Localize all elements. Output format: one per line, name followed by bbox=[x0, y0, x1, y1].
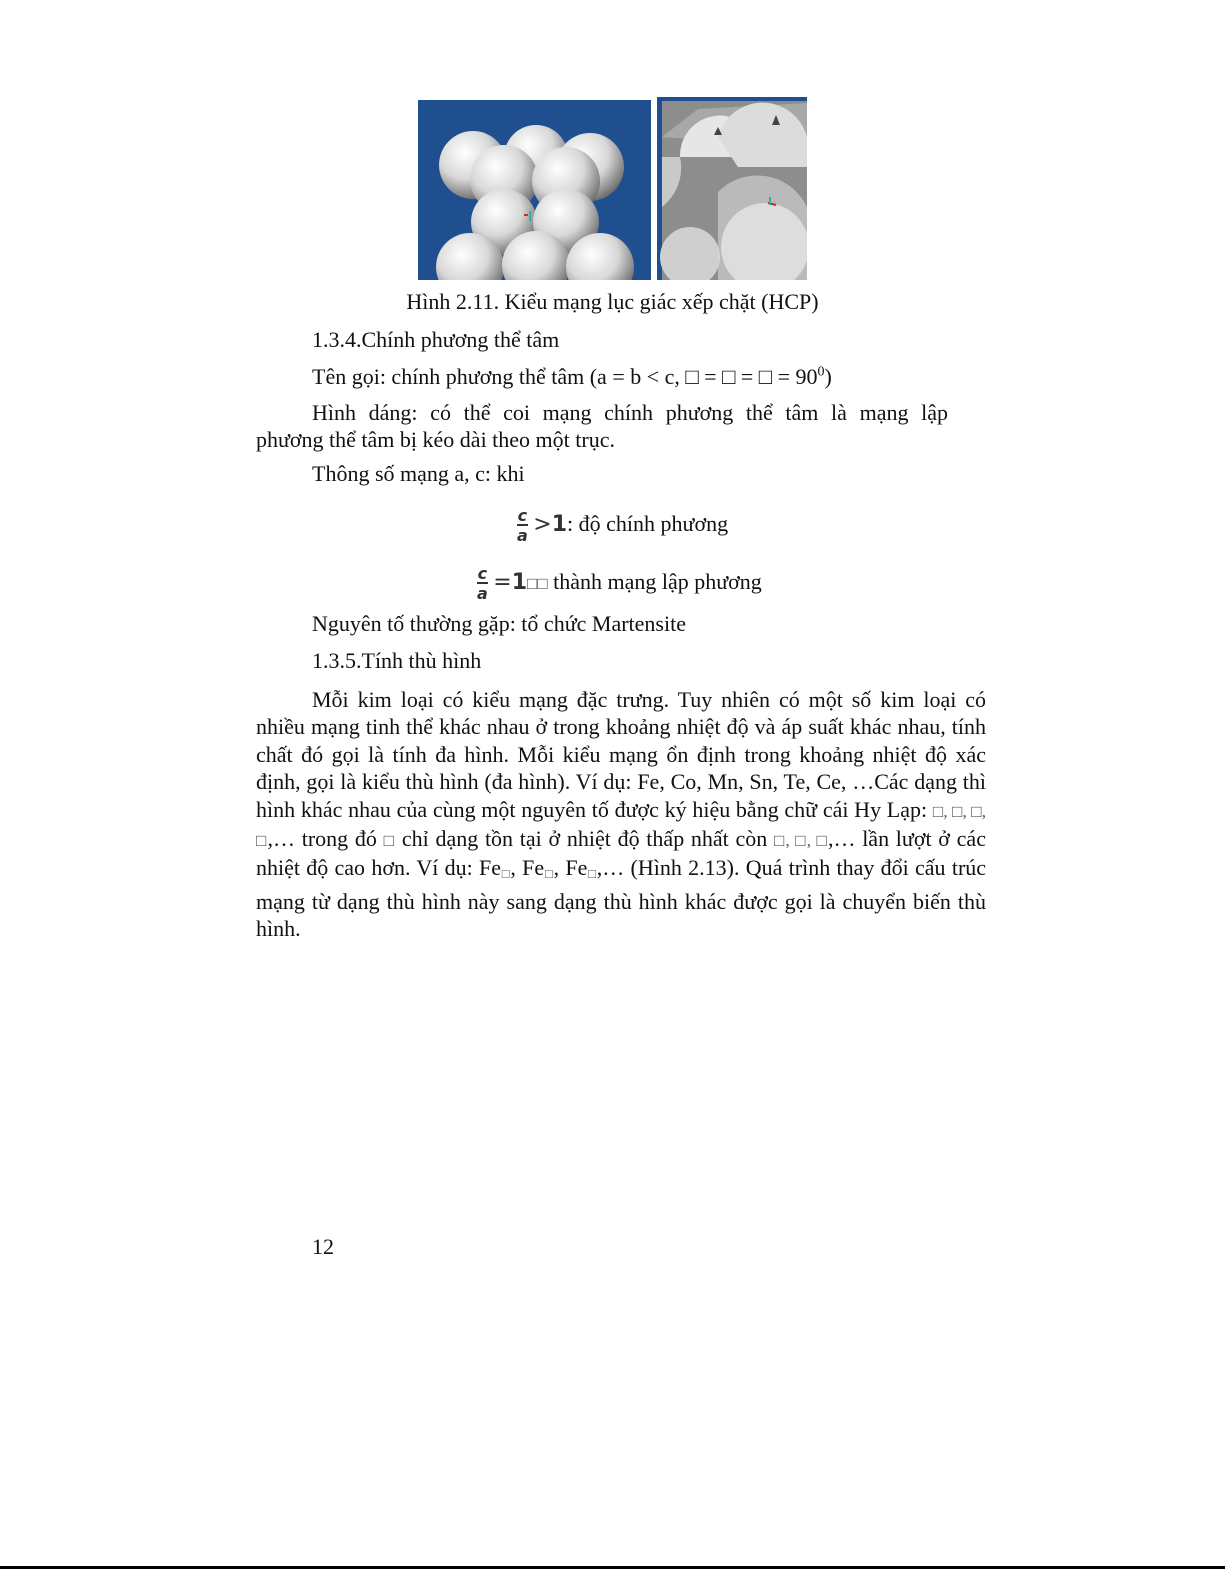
formula2-description: thành mạng lập phương bbox=[547, 569, 762, 595]
formula2-rhs-one: 1 bbox=[511, 570, 528, 596]
fraction-numerator-2: c bbox=[477, 564, 488, 583]
greek-letters-higher: □, □, □ bbox=[774, 831, 828, 851]
fraction-c-over-a bbox=[517, 508, 528, 544]
fraction-denominator: a bbox=[517, 526, 528, 545]
hcp-unit-cell-cut-image bbox=[657, 97, 807, 280]
ten-goi-close: ) bbox=[824, 364, 832, 389]
page-number: 12 bbox=[312, 1234, 334, 1259]
thong-so-line: Thông số mạng a, c: khi bbox=[312, 461, 525, 486]
thu-hinh-text-part5: , Fe bbox=[510, 855, 545, 881]
ten-goi-text: Tên gọi: chính phương thể tâm (a = b < c, □ = □ = □ = 90 bbox=[312, 364, 818, 389]
fraction-numerator: c bbox=[517, 506, 528, 525]
formula1-description: : độ chính phương bbox=[567, 511, 729, 537]
figure-caption: Hình 2.11. Kiểu mạng lục giác xếp chặt (HCP) bbox=[406, 289, 819, 314]
greater-than-sign: > bbox=[533, 512, 552, 538]
fraction-c-over-a-2 bbox=[477, 566, 488, 602]
bottom-border-line bbox=[0, 1566, 1225, 1569]
thu-hinh-text-part2: ,… trong đó bbox=[267, 826, 384, 852]
section-heading-134: 1.3.4.Chính phương thể tâm bbox=[312, 327, 560, 352]
missing-glyph-squares: □□ bbox=[527, 574, 548, 594]
thu-hinh-text-part6: , Fe bbox=[553, 855, 588, 881]
fe-subscript-3: □ bbox=[587, 866, 597, 882]
hcp-sphere-packing-image bbox=[418, 100, 651, 280]
nguyen-to-line: Nguyên tố thường gặp: tổ chức Martensite bbox=[312, 611, 686, 636]
fe-subscript-1: □ bbox=[501, 866, 511, 882]
formula-cao-eq-1 bbox=[477, 566, 762, 602]
hinh-dang-paragraph bbox=[256, 399, 948, 453]
hcp-figure-images bbox=[418, 97, 807, 280]
greek-letters-list: □, □, □, □ bbox=[256, 801, 986, 851]
hinh-dang-line-1: Hình dáng: có thể coi mạng chính phương thể tâm là mạng lập bbox=[312, 400, 948, 425]
formula-cao-gt-1 bbox=[517, 508, 728, 544]
ten-goi-line bbox=[312, 364, 832, 390]
fe-subscript-2: □ bbox=[544, 866, 554, 882]
ten-goi-superscript: 0 bbox=[817, 364, 825, 380]
greek-letter-alpha: □ bbox=[383, 831, 396, 851]
fraction-denominator-2: a bbox=[477, 584, 488, 603]
section-heading-135: 1.3.5.Tính thù hình bbox=[312, 648, 482, 673]
thu-hinh-text-part7: ,… (Hình 2.13). Quá trình thay đổi cấu trúc mạng từ dạng thù hình này sang dạng thù hình khác được gọi là chuyển biến thù hình. bbox=[256, 855, 987, 942]
hinh-dang-line-2: phương thể tâm bị kéo dài theo một trục. bbox=[256, 427, 615, 452]
thu-hinh-text bbox=[256, 686, 986, 943]
thu-hinh-text-part1: Mỗi kim loại có kiểu mạng đặc trưng. Tuy nhiên có một số kim loại có nhiều mạng tinh thể khác nhau ở trong khoảng nhiệt độ và áp suất khác nhau, tính chất đó gọi là tính đa hình. Mỗi kiểu mạng ổn định trong khoảng nhiệt độ xác định, gọi là kiểu thù hình (đa hình). Ví dụ: Fe, Co, Mn, Sn, Te, Ce, …Các dạng thì hình khác nhau của cùng một nguyên tố được ký hiệu bằng chữ cái Hy Lạp: bbox=[256, 687, 986, 822]
hcp-figure bbox=[418, 97, 807, 280]
thu-hinh-text-part3: chỉ dạng tồn tại ở nhiệt độ thấp nhất còn bbox=[395, 826, 775, 852]
equals-sign: = bbox=[493, 570, 512, 596]
thu-hinh-text-part4: ,… lần lượt ở các nhiệt độ cao hơn. Ví dụ: Fe bbox=[256, 826, 986, 881]
thu-hinh-paragraph bbox=[256, 686, 986, 943]
formula-rhs-one: 1 bbox=[551, 512, 568, 538]
